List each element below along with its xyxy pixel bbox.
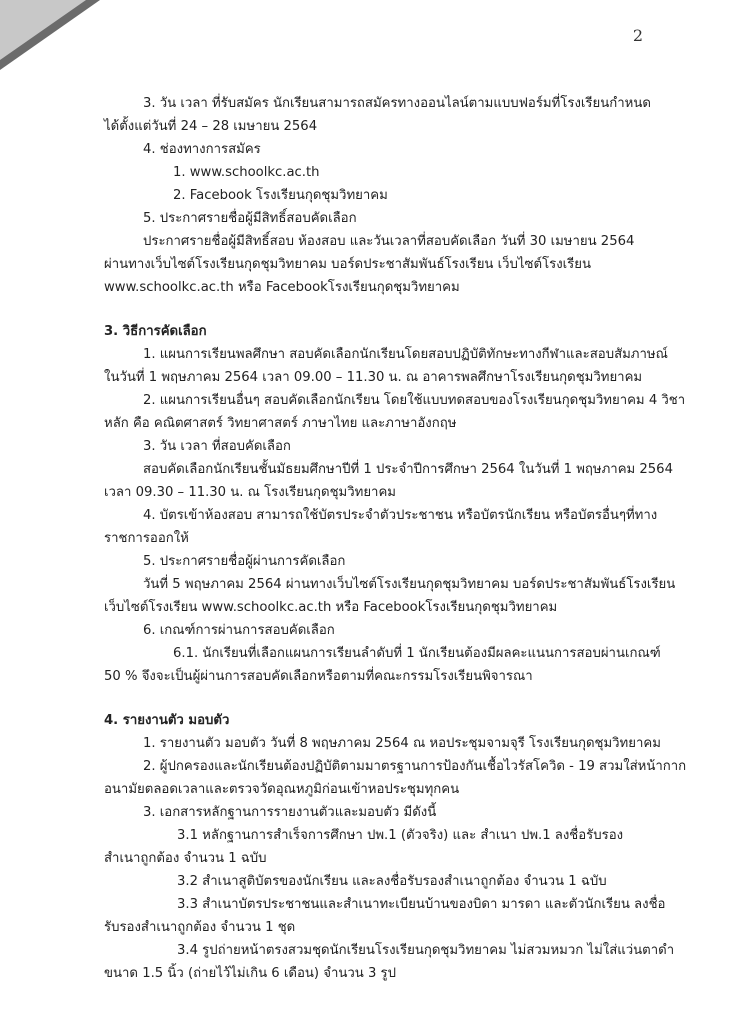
text-line: 3.1 หลักฐานการสำเร็จการศึกษา ปพ.1 (ตัวจริง) และ สำเนา ปพ.1 ลงชื่อรับรอง xyxy=(177,828,624,843)
text-line: 5. ประกาศรายชื่อผู้ผ่านการคัดเลือก xyxy=(143,554,346,569)
text-line: ราชการออกให้ xyxy=(104,531,189,546)
text-line: เว็บไซต์โรงเรียน www.schoolkc.ac.th หรือ Facebookโรงเรียนกุดชุมวิทยาคม xyxy=(104,600,558,615)
text-line: 3.3 สำเนาบัตรประชาชนและสำเนาทะเบียนบ้านของบิดา มารดา และตัวนักเรียน ลงชื่อ xyxy=(177,897,666,912)
section-gap xyxy=(104,299,664,320)
section-heading: 4. รายงานตัว มอบตัว xyxy=(104,713,230,728)
section-gap xyxy=(104,688,664,709)
text-line: 6. เกณฑ์การผ่านการสอบคัดเลือก xyxy=(143,623,335,638)
text-line: เวลา 09.30 – 11.30 น. ณ โรงเรียนกุดชุมวิทยาคม xyxy=(104,485,396,500)
text-line: 4. บัตรเข้าห้องสอบ สามารถใช้บัตรประจำตัวประชาชน หรือบัตรนักเรียน หรือบัตรอื่นๆที่ทาง xyxy=(143,508,658,523)
text-line: 50 % จึงจะเป็นผู้ผ่านการสอบคัดเลือกหรือตามที่คณะกรรมโรงเรียนพิจารณา xyxy=(104,669,533,684)
text-line: 3. เอกสารหลักฐานการรายงานตัวและมอบตัว มีดังนี้ xyxy=(143,805,437,820)
text-line: ประกาศรายชื่อผู้มีสิทธิ์สอบ ห้องสอบ และวันเวลาที่สอบคัดเลือก วันที่ 30 เมษายน 2564 xyxy=(143,234,635,249)
text-line: www.schoolkc.ac.th หรือ Facebookโรงเรียนกุดชุมวิทยาคม xyxy=(104,280,460,295)
document-body xyxy=(104,92,687,985)
text-line: 1. www.schoolkc.ac.th xyxy=(173,165,320,180)
text-line: ได้ตั้งแต่วันที่ 24 – 28 เมษายน 2564 xyxy=(104,119,318,134)
text-line: สอบคัดเลือกนักเรียนชั้นมัธยมศึกษาปีที่ 1 ประจำปีการศึกษา 2564 ในวันที่ 1 พฤษภาคม 2564 xyxy=(143,462,673,477)
text-line: รับรองสำเนาถูกต้อง จำนวน 1 ชุด xyxy=(104,920,296,935)
text-line: 3.4 รูปถ่ายหน้าตรงสวมชุดนักเรียนโรงเรียนกุดชุมวิทยาคม ไม่สวมหมวก ไม่ใส่แว่นตาดำ xyxy=(177,943,675,958)
text-line: 2. ผู้ปกครองและนักเรียนต้องปฏิบัติตามมาตรฐานการป้องกันเชื้อไวรัสโควิด - 19 สวมใส่หน้ากาก xyxy=(143,759,687,774)
text-line: 1. รายงานตัว มอบตัว วันที่ 8 พฤษภาคม 2564 ณ หอประชุมจามจุรี โรงเรียนกุดชุมวิทยาคม xyxy=(143,736,661,751)
text-line: 3.2 สำเนาสูติบัตรของนักเรียน และลงชื่อรับรองสำเนาถูกต้อง จำนวน 1 ฉบับ xyxy=(177,874,607,889)
text-line: หลัก คือ คณิตศาสตร์ วิทยาศาสตร์ ภาษาไทย และภาษาอังกฤษ xyxy=(104,416,457,431)
page-number: 2 xyxy=(632,26,643,45)
text-line: ขนาด 1.5 นิ้ว (ถ่ายไว้ไม่เกิน 6 เดือน) จำนวน 3 รูป xyxy=(104,966,397,981)
text-line: 2. แผนการเรียนอื่นๆ สอบคัดเลือกนักเรียน โดยใช้แบบทดสอบของโรงเรียนกุดชุมวิทยาคม 4 วิชา xyxy=(143,393,686,408)
text-line: 2. Facebook โรงเรียนกุดชุมวิทยาคม xyxy=(173,188,388,203)
text-line: 3. วัน เวลา ที่รับสมัคร นักเรียนสามารถสมัครทางออนไลน์ตามแบบฟอร์มที่โรงเรียนกำหนด xyxy=(143,96,651,111)
text-line: 6.1. นักเรียนที่เลือกแผนการเรียนลำดับที่ 1 นักเรียนต้องมีผลคะแนนการสอบผ่านเกณฑ์ xyxy=(173,646,661,661)
text-line: ในวันที่ 1 พฤษภาคม 2564 เวลา 09.00 – 11.30 น. ณ อาคารพลศึกษาโรงเรียนกุดชุมวิทยาคม xyxy=(104,370,643,385)
text-line: อนามัยตลอดเวลาและตรวจวัดอุณหภูมิก่อนเข้าหอประชุมทุกคน xyxy=(104,782,460,797)
text-line: 5. ประกาศรายชื่อผู้มีสิทธิ์สอบคัดเลือก xyxy=(143,211,357,226)
text-line: 4. ช่องทางการสมัคร xyxy=(143,142,261,157)
text-line: 1. แผนการเรียนพลศึกษา สอบคัดเลือกนักเรียนโดยสอบปฏิบัติทักษะทางกีฬาและสอบสัมภาษณ์ xyxy=(143,347,668,362)
section-heading: 3. วิธีการคัดเลือก xyxy=(104,324,207,339)
text-line: ผ่านทางเว็บไซต์โรงเรียนกุดชุมวิทยาคม บอร์ดประชาสัมพันธ์โรงเรียน เว็บไซต์โรงเรียน xyxy=(104,257,592,272)
text-line: สำเนาถูกต้อง จำนวน 1 ฉบับ xyxy=(104,851,267,866)
text-line: 3. วัน เวลา ที่สอบคัดเลือก xyxy=(143,439,291,454)
scan-shadow-corner-inner xyxy=(0,0,86,60)
text-line: วันที่ 5 พฤษภาคม 2564 ผ่านทางเว็บไซต์โรงเรียนกุดชุมวิทยาคม บอร์ดประชาสัมพันธ์โรงเรียน xyxy=(143,577,676,592)
